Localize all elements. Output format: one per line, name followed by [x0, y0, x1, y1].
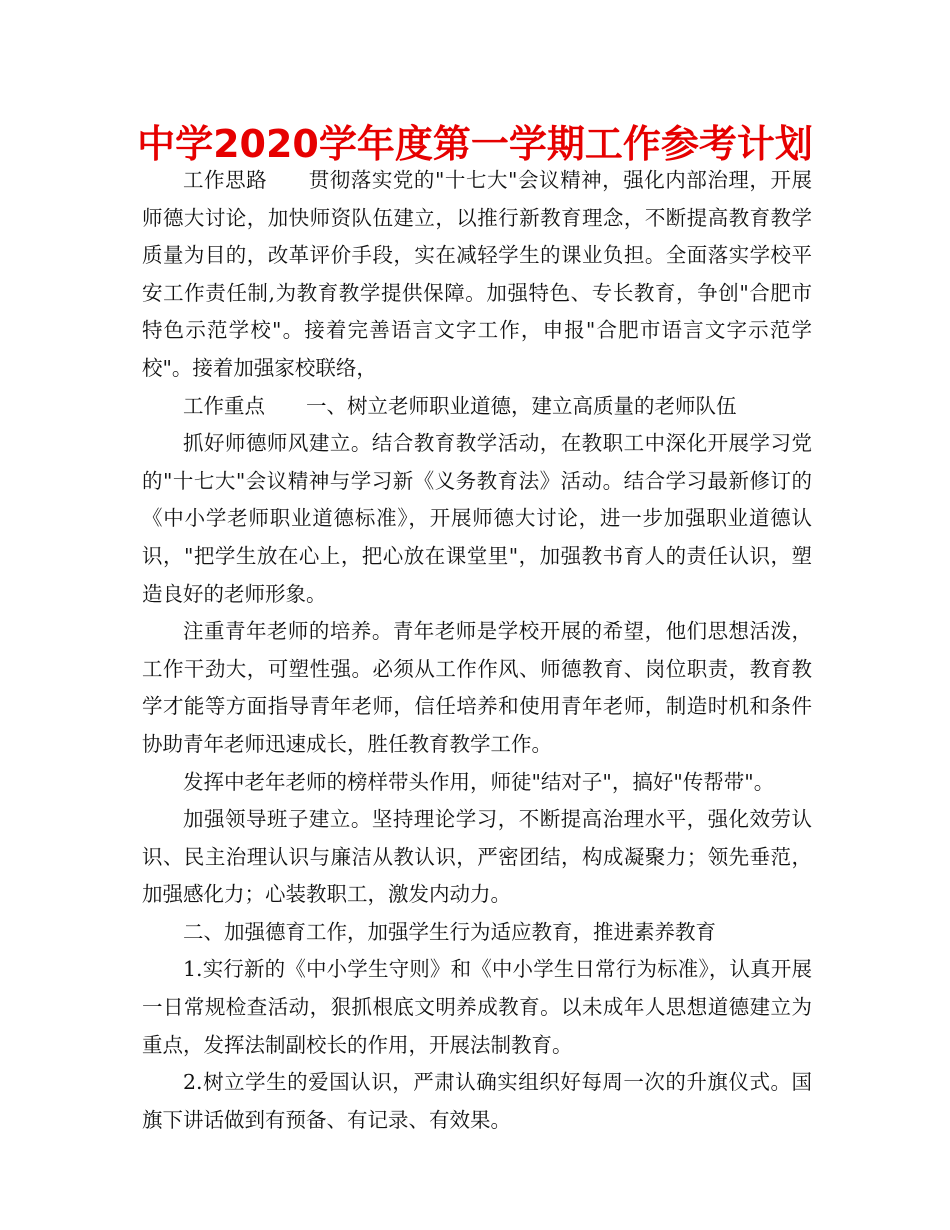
page-title: 中学2020学年度第一学期工作参考计划	[137, 122, 813, 166]
section-text: 贯彻落实党的"十七大"会议精神，强化内部治理，开展师德大讨论，加快师资队伍建立，以推行新教育理念，不断提高教育教学质量为目的，改革评价手段，实在减轻学生的课业负担。全面落实学校平安工作责任制,为教育教学提供保障。加强特色、专长教育，争创"合肥市特色示范学校"。接着完善语言文字工作，申报"合肥市语言文字示范学校"。接着加强家校联络，	[142, 168, 813, 380]
section-label: 工作思路	[183, 168, 268, 192]
paragraph: 加强领导班子建立。坚持理论学习，不断提高治理水平，强化效劳认识、民主治理认识与廉洁从教认识，严密团结，构成凝聚力；领先垂范，加强感化力；心装教职工，激发内动力。	[142, 807, 812, 907]
list-item: 1.实行新的《中小学生守则》和《中小学生日常行为标准》，认真开展一日常规检查活动，狠抓根底文明养成教育。以未成年人思想道德建立为重点，发挥法制副校长的作用，开展法制教育。	[142, 957, 812, 1057]
paragraph: 抓好师德师风建立。结合教育教学活动，在教职工中深化开展学习党的"十七大"会议精神与学习新《义务教育法》活动。结合学习最新修订的《中小学老师职业道德标准》，开展师德大讨论，进一步加强职业道德认识，"把学生放在心上，把心放在课堂里"，加强教书育人的责任认识，塑造良好的老师形象。	[142, 431, 812, 606]
section-text: 一、树立老师职业道德，建立高质量的老师队伍	[306, 393, 737, 418]
section-work-idea	[142, 162, 812, 388]
paragraph: 发挥中老年老师的榜样带头作用，师徒"结对子"，搞好"传帮带"。	[183, 769, 775, 794]
paragraph: 注重青年老师的培养。青年老师是学校开展的希望，他们思想活泼，工作干劲大，可塑性强。必须从工作作风、师德教育、岗位职责，教育教学才能等方面指导青年老师，信任培养和使用青年老师，制造时机和条件协助青年老师迅速成长，胜任教育教学工作。	[142, 619, 812, 756]
document-body	[142, 162, 812, 1139]
section-work-focus	[142, 388, 812, 426]
section-label: 工作重点	[183, 393, 265, 418]
section-heading: 二、加强德育工作，加强学生行为适应教育，推进素养教育	[183, 919, 716, 944]
list-item: 2.树立学生的爱国认识，严肃认确实组织好每周一次的升旗仪式。国旗下讲话做到有预备、有记录、有效果。	[142, 1070, 812, 1132]
